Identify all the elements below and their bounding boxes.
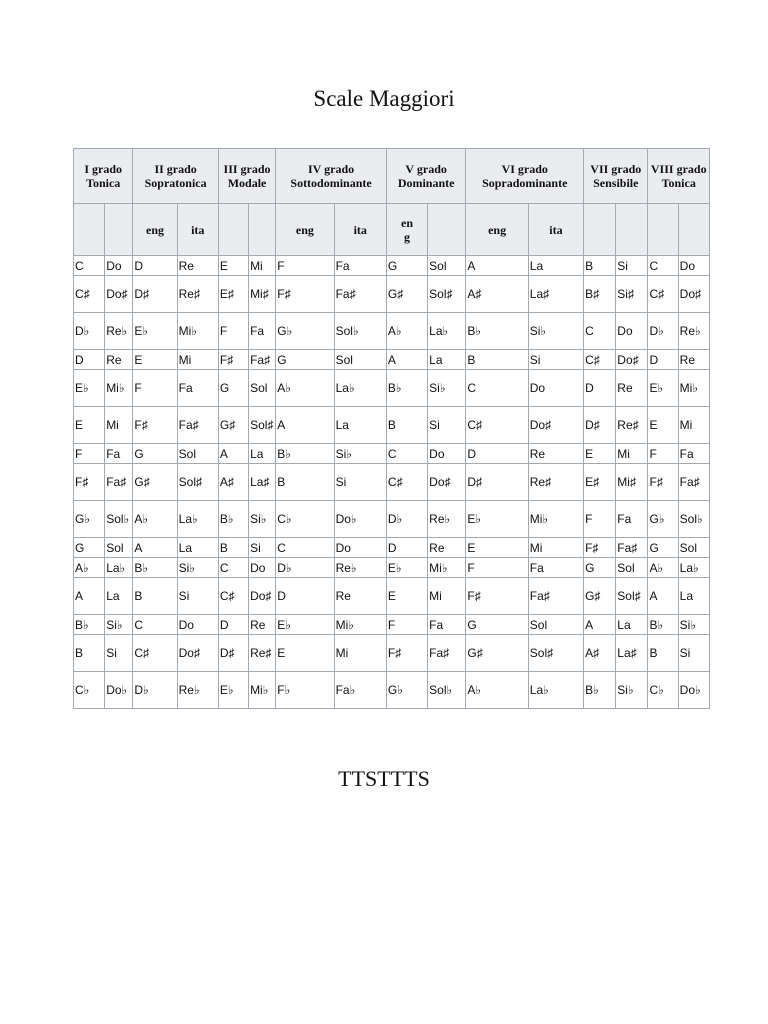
notation-subheader: eng: [133, 204, 177, 256]
note-cell-ita: Re♭: [105, 313, 133, 350]
note-cell-eng: A♭: [276, 370, 334, 407]
degree-header: II grado Sopratonica: [133, 149, 219, 204]
note-cell-ita: Do♯: [177, 635, 218, 672]
note-cell-ita: Sol: [249, 370, 276, 407]
note-cell-eng: B: [133, 578, 177, 615]
note-cell-eng: D♭: [133, 672, 177, 709]
note-cell-eng: E: [584, 444, 616, 464]
table-row: [74, 464, 710, 501]
note-cell-ita: Sol: [334, 350, 386, 370]
note-cell-ita: La♯: [249, 464, 276, 501]
note-cell-eng: D♭: [648, 313, 678, 350]
note-cell-eng: F♯: [466, 578, 528, 615]
note-cell-eng: A: [133, 538, 177, 558]
note-cell-eng: G♯: [386, 276, 427, 313]
note-cell-ita: La♭: [334, 370, 386, 407]
note-cell-ita: Sol♭: [678, 501, 709, 538]
note-cell-ita: Sol: [177, 444, 218, 464]
notation-subheader: [218, 204, 248, 256]
note-cell-ita: La: [528, 256, 583, 276]
note-cell-ita: Si: [249, 538, 276, 558]
note-cell-ita: Mi♭: [249, 672, 276, 709]
note-cell-eng: D♯: [133, 276, 177, 313]
note-cell-ita: La: [678, 578, 709, 615]
note-cell-ita: Si: [616, 256, 648, 276]
note-cell-eng: B♭: [276, 444, 334, 464]
note-cell-ita: Sol: [616, 558, 648, 578]
note-cell-eng: F: [74, 444, 105, 464]
note-cell-eng: B: [466, 350, 528, 370]
note-cell-eng: G♯: [133, 464, 177, 501]
note-cell-ita: Mi♯: [616, 464, 648, 501]
note-cell-eng: G: [74, 538, 105, 558]
degree-header: V grado Dominante: [386, 149, 465, 204]
note-cell-eng: E: [74, 407, 105, 444]
notation-subheader: eng: [276, 204, 334, 256]
table-row: [74, 350, 710, 370]
note-cell-ita: Fa: [616, 501, 648, 538]
degree-header: VIII grado Tonica: [648, 149, 710, 204]
note-cell-eng: G♭: [74, 501, 105, 538]
note-cell-ita: Do: [177, 615, 218, 635]
note-cell-eng: D: [133, 256, 177, 276]
note-cell-eng: D♯: [218, 635, 248, 672]
note-cell-ita: Mi: [249, 256, 276, 276]
note-cell-eng: B♭: [648, 615, 678, 635]
note-cell-ita: Mi♭: [428, 558, 466, 578]
note-cell-ita: Mi♭: [105, 370, 133, 407]
note-cell-ita: Mi: [678, 407, 709, 444]
table-row: [74, 615, 710, 635]
note-cell-eng: F♯: [648, 464, 678, 501]
note-cell-eng: F♯: [386, 635, 427, 672]
note-cell-eng: D: [276, 578, 334, 615]
note-cell-ita: Do: [616, 313, 648, 350]
note-cell-eng: B: [276, 464, 334, 501]
note-cell-eng: G: [466, 615, 528, 635]
note-cell-ita: Mi: [334, 635, 386, 672]
note-cell-eng: G♯: [218, 407, 248, 444]
table-row: [74, 635, 710, 672]
note-cell-ita: Do: [105, 256, 133, 276]
note-cell-eng: C♯: [218, 578, 248, 615]
note-cell-ita: Fa: [334, 256, 386, 276]
note-cell-eng: C: [133, 615, 177, 635]
note-cell-ita: Fa♭: [334, 672, 386, 709]
note-cell-ita: Fa♯: [177, 407, 218, 444]
note-cell-ita: Fa: [528, 558, 583, 578]
notation-subheader: [678, 204, 709, 256]
note-cell-eng: E♭: [218, 672, 248, 709]
notation-subheader: eng: [466, 204, 528, 256]
note-cell-eng: E: [648, 407, 678, 444]
note-cell-ita: Do♭: [334, 501, 386, 538]
note-cell-eng: D: [74, 350, 105, 370]
note-cell-ita: Si: [528, 350, 583, 370]
note-cell-ita: Do: [334, 538, 386, 558]
note-cell-eng: E: [386, 578, 427, 615]
table-row: [74, 444, 710, 464]
notation-header-row: [74, 204, 710, 256]
note-cell-ita: Fa: [177, 370, 218, 407]
note-cell-ita: Re: [616, 370, 648, 407]
note-cell-eng: E: [218, 256, 248, 276]
note-cell-eng: A♯: [466, 276, 528, 313]
note-cell-ita: Do♯: [528, 407, 583, 444]
note-cell-ita: Fa♯: [678, 464, 709, 501]
note-cell-ita: Do: [428, 444, 466, 464]
table-row: [74, 501, 710, 538]
note-cell-eng: G♯: [466, 635, 528, 672]
note-cell-eng: G: [386, 256, 427, 276]
note-cell-ita: Re♭: [177, 672, 218, 709]
note-cell-eng: E♭: [276, 615, 334, 635]
degree-header-row: [74, 149, 710, 204]
note-cell-eng: D♯: [584, 407, 616, 444]
note-cell-eng: G: [133, 444, 177, 464]
table-row: [74, 313, 710, 350]
notation-subheader: [428, 204, 466, 256]
note-cell-eng: D♯: [466, 464, 528, 501]
note-cell-ita: Mi♯: [249, 276, 276, 313]
note-cell-eng: C♭: [648, 672, 678, 709]
degree-header: VII grado Sensibile: [584, 149, 648, 204]
note-cell-eng: F: [276, 256, 334, 276]
note-cell-eng: D♭: [386, 501, 427, 538]
note-cell-eng: F: [648, 444, 678, 464]
note-cell-ita: Sol: [528, 615, 583, 635]
notation-subheader: ita: [177, 204, 218, 256]
note-cell-ita: Si♭: [249, 501, 276, 538]
note-cell-eng: B: [74, 635, 105, 672]
note-cell-eng: A♯: [584, 635, 616, 672]
note-cell-eng: D: [386, 538, 427, 558]
table-body: [74, 256, 710, 709]
note-cell-ita: Do♯: [616, 350, 648, 370]
note-cell-ita: La♭: [105, 558, 133, 578]
note-cell-ita: La♭: [528, 672, 583, 709]
note-cell-ita: Mi: [428, 578, 466, 615]
note-cell-eng: D: [218, 615, 248, 635]
notation-subheader: eng: [386, 204, 427, 256]
note-cell-ita: Fa: [428, 615, 466, 635]
note-cell-eng: A: [74, 578, 105, 615]
note-cell-ita: La♯: [528, 276, 583, 313]
note-cell-eng: A: [386, 350, 427, 370]
note-cell-ita: Mi♭: [528, 501, 583, 538]
note-cell-eng: G: [218, 370, 248, 407]
note-cell-eng: C♯: [386, 464, 427, 501]
note-cell-ita: Fa: [678, 444, 709, 464]
note-cell-ita: La♭: [177, 501, 218, 538]
note-cell-eng: F: [218, 313, 248, 350]
note-cell-eng: E♭: [74, 370, 105, 407]
note-cell-eng: B: [648, 635, 678, 672]
note-cell-ita: La♭: [678, 558, 709, 578]
note-cell-eng: B♭: [74, 615, 105, 635]
note-cell-eng: C: [276, 538, 334, 558]
note-cell-eng: E♭: [386, 558, 427, 578]
note-cell-eng: B♭: [218, 501, 248, 538]
note-cell-ita: Mi: [177, 350, 218, 370]
note-cell-ita: Do♭: [105, 672, 133, 709]
note-cell-ita: Do: [528, 370, 583, 407]
note-cell-ita: Fa♯: [528, 578, 583, 615]
note-cell-eng: F♯: [74, 464, 105, 501]
note-cell-eng: C: [218, 558, 248, 578]
note-cell-ita: Sol♯: [249, 407, 276, 444]
note-cell-eng: A♭: [133, 501, 177, 538]
note-cell-ita: Fa♯: [428, 635, 466, 672]
note-cell-eng: A♭: [386, 313, 427, 350]
note-cell-ita: Do♭: [678, 672, 709, 709]
note-cell-eng: G: [584, 558, 616, 578]
note-cell-ita: Re: [334, 578, 386, 615]
note-cell-ita: Sol♯: [528, 635, 583, 672]
note-cell-ita: Re: [428, 538, 466, 558]
note-cell-ita: Sol♯: [616, 578, 648, 615]
degree-header: III grado Modale: [218, 149, 275, 204]
note-cell-ita: Do: [249, 558, 276, 578]
note-cell-eng: C♭: [74, 672, 105, 709]
note-cell-eng: C: [386, 444, 427, 464]
note-cell-ita: Re♯: [249, 635, 276, 672]
note-cell-eng: C♯: [133, 635, 177, 672]
note-cell-ita: Re: [528, 444, 583, 464]
note-cell-eng: F: [466, 558, 528, 578]
note-cell-eng: A: [648, 578, 678, 615]
note-cell-eng: B♯: [584, 276, 616, 313]
note-cell-ita: La♯: [616, 635, 648, 672]
notation-subheader: ita: [334, 204, 386, 256]
note-cell-eng: A♭: [74, 558, 105, 578]
note-cell-ita: Si♯: [616, 276, 648, 313]
note-cell-eng: D: [648, 350, 678, 370]
note-cell-eng: D: [584, 370, 616, 407]
note-cell-eng: A♯: [218, 464, 248, 501]
note-cell-ita: Fa: [249, 313, 276, 350]
note-cell-ita: Si♭: [616, 672, 648, 709]
note-cell-eng: E♭: [466, 501, 528, 538]
major-scales-table: [73, 148, 710, 709]
note-cell-eng: D: [466, 444, 528, 464]
note-cell-eng: B♭: [386, 370, 427, 407]
table-row: [74, 370, 710, 407]
table-row: [74, 672, 710, 709]
table-row: [74, 538, 710, 558]
note-cell-eng: F♭: [276, 672, 334, 709]
note-cell-ita: Re♯: [177, 276, 218, 313]
note-cell-ita: Re♭: [334, 558, 386, 578]
note-cell-ita: La: [616, 615, 648, 635]
note-cell-ita: Sol♭: [105, 501, 133, 538]
note-cell-ita: Re♭: [428, 501, 466, 538]
degree-header: VI grado Sopradominante: [466, 149, 584, 204]
notation-subheader: ita: [528, 204, 583, 256]
note-cell-eng: C♭: [276, 501, 334, 538]
note-cell-eng: A: [466, 256, 528, 276]
notation-subheader: [74, 204, 105, 256]
table-row: [74, 578, 710, 615]
note-cell-eng: E♭: [133, 313, 177, 350]
table-row: [74, 276, 710, 313]
table-row: [74, 407, 710, 444]
interval-pattern: TTSTTTS: [338, 766, 430, 791]
note-cell-ita: Si: [177, 578, 218, 615]
note-cell-eng: B♭: [466, 313, 528, 350]
note-cell-eng: F♯: [218, 350, 248, 370]
note-cell-eng: G: [648, 538, 678, 558]
note-cell-eng: G♯: [584, 578, 616, 615]
note-cell-eng: A: [276, 407, 334, 444]
note-cell-eng: C♯: [648, 276, 678, 313]
note-cell-ita: Fa♯: [249, 350, 276, 370]
note-cell-eng: C: [648, 256, 678, 276]
notation-subheader: [616, 204, 648, 256]
note-cell-eng: F♯: [584, 538, 616, 558]
note-cell-ita: Re: [249, 615, 276, 635]
page-title: Scale Maggiori: [313, 86, 455, 111]
note-cell-eng: F♯: [276, 276, 334, 313]
note-cell-eng: E♭: [648, 370, 678, 407]
note-cell-ita: Sol♭: [334, 313, 386, 350]
note-cell-eng: A: [584, 615, 616, 635]
note-cell-ita: Si: [105, 635, 133, 672]
note-cell-ita: Fa♯: [616, 538, 648, 558]
note-cell-ita: Re: [177, 256, 218, 276]
note-cell-eng: C♯: [584, 350, 616, 370]
note-cell-ita: Si♭: [334, 444, 386, 464]
notation-subheader: [105, 204, 133, 256]
note-cell-eng: B♭: [133, 558, 177, 578]
note-cell-eng: G♭: [276, 313, 334, 350]
note-cell-ita: Si: [678, 635, 709, 672]
degree-header: IV grado Sottodominante: [276, 149, 387, 204]
note-cell-ita: Mi: [105, 407, 133, 444]
note-cell-eng: C: [74, 256, 105, 276]
note-cell-eng: E: [466, 538, 528, 558]
note-cell-ita: Mi: [616, 444, 648, 464]
degree-header: I grado Tonica: [74, 149, 133, 204]
note-cell-ita: Re♯: [616, 407, 648, 444]
note-cell-ita: Fa♯: [105, 464, 133, 501]
note-cell-ita: La: [249, 444, 276, 464]
note-cell-eng: C♯: [466, 407, 528, 444]
note-cell-ita: Re♭: [678, 313, 709, 350]
note-cell-ita: Re: [105, 350, 133, 370]
note-cell-ita: Si♭: [528, 313, 583, 350]
note-cell-eng: F: [584, 501, 616, 538]
note-cell-ita: Si: [334, 464, 386, 501]
note-cell-ita: Re: [678, 350, 709, 370]
note-cell-ita: La♭: [428, 313, 466, 350]
note-cell-ita: Re♯: [528, 464, 583, 501]
note-cell-ita: La: [177, 538, 218, 558]
note-cell-ita: Do: [678, 256, 709, 276]
note-cell-ita: Si♭: [678, 615, 709, 635]
note-cell-eng: C: [466, 370, 528, 407]
note-cell-eng: G♭: [386, 672, 427, 709]
note-cell-ita: Mi♭: [177, 313, 218, 350]
note-cell-eng: F♯: [133, 407, 177, 444]
note-cell-eng: G♭: [648, 501, 678, 538]
note-cell-ita: Mi♭: [334, 615, 386, 635]
note-cell-eng: C♯: [74, 276, 105, 313]
note-cell-ita: La: [334, 407, 386, 444]
note-cell-eng: F: [133, 370, 177, 407]
table-row: [74, 558, 710, 578]
table-row: [74, 256, 710, 276]
note-cell-ita: Do♯: [678, 276, 709, 313]
note-cell-eng: E♯: [218, 276, 248, 313]
note-cell-ita: Do♯: [105, 276, 133, 313]
note-cell-ita: Sol♯: [177, 464, 218, 501]
note-cell-ita: Do♯: [249, 578, 276, 615]
notation-subheader: [648, 204, 678, 256]
note-cell-eng: B: [218, 538, 248, 558]
note-cell-eng: E♯: [584, 464, 616, 501]
note-cell-eng: A: [218, 444, 248, 464]
note-cell-ita: Sol♭: [428, 672, 466, 709]
note-cell-ita: Sol: [678, 538, 709, 558]
note-cell-eng: D♭: [74, 313, 105, 350]
note-cell-eng: F: [386, 615, 427, 635]
note-cell-ita: Si♭: [177, 558, 218, 578]
note-cell-ita: Mi: [528, 538, 583, 558]
note-cell-eng: B: [386, 407, 427, 444]
note-cell-eng: C: [584, 313, 616, 350]
note-cell-ita: Do♯: [428, 464, 466, 501]
note-cell-ita: Fa♯: [334, 276, 386, 313]
note-cell-eng: A♭: [466, 672, 528, 709]
note-cell-ita: Si♭: [428, 370, 466, 407]
note-cell-ita: Si♭: [105, 615, 133, 635]
note-cell-eng: B: [584, 256, 616, 276]
note-cell-eng: A♭: [648, 558, 678, 578]
note-cell-eng: D♭: [276, 558, 334, 578]
notation-subheader: [584, 204, 616, 256]
note-cell-ita: Fa: [105, 444, 133, 464]
note-cell-ita: Sol♯: [428, 276, 466, 313]
note-cell-eng: E: [133, 350, 177, 370]
note-cell-eng: B♭: [584, 672, 616, 709]
note-cell-ita: Si: [428, 407, 466, 444]
notation-subheader: [249, 204, 276, 256]
note-cell-ita: La: [105, 578, 133, 615]
note-cell-ita: Sol: [105, 538, 133, 558]
note-cell-ita: Sol: [428, 256, 466, 276]
note-cell-ita: La: [428, 350, 466, 370]
note-cell-ita: Mi♭: [678, 370, 709, 407]
note-cell-eng: E: [276, 635, 334, 672]
note-cell-eng: G: [276, 350, 334, 370]
